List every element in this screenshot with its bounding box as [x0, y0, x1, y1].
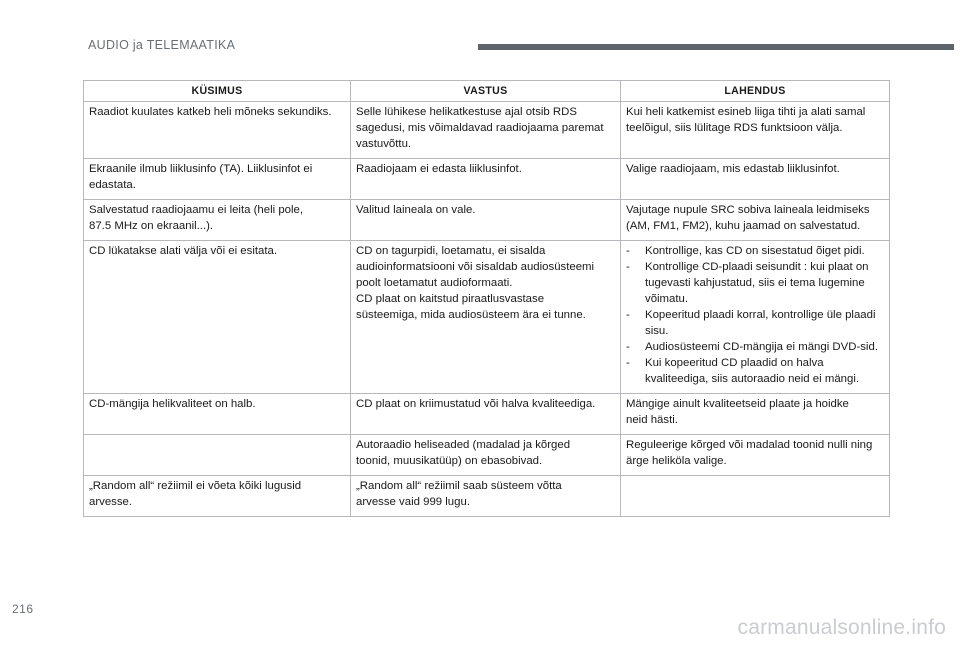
answer-cell [351, 476, 621, 517]
column-header-answer: VASTUS [351, 81, 621, 102]
answer-cell [351, 159, 621, 200]
answer-line: CD on tagurpidi, loetamatu, ei sisalda [356, 245, 546, 257]
solution-line: neid hästi. [626, 414, 678, 426]
answer-line: CD plaat on kriimustatud või halva kvaliteediga. [356, 398, 596, 410]
solution-cell [621, 435, 890, 476]
answer-line: Autoraadio heliseaded (madalad ja kõrged [356, 439, 571, 451]
answer-line: poolt loetamatut audioformaati. [356, 277, 513, 289]
solution-line: Vajutage nupule SRC sobiva laineala leidmiseks [626, 204, 870, 216]
solution-cell [621, 241, 890, 394]
answer-line: Selle lühikese helikatkestuse ajal otsib RDS [356, 106, 577, 118]
watermark: carmanualsonline.info [737, 616, 946, 639]
solution-line: Mängige ainult kvaliteetseid plaate ja hoidke [626, 398, 849, 410]
question-line: „Random all“ režiimil ei võeta kõiki lugusid [89, 480, 302, 492]
answer-line: toonid, muusikatüüp) on ebasobivad. [356, 455, 543, 467]
solution-cell [621, 102, 890, 159]
answer-cell [351, 200, 621, 241]
question-cell [84, 241, 351, 394]
troubleshooting-table [83, 80, 890, 517]
table-row [84, 394, 890, 435]
solution-list-item: - Kontrollige, kas CD on sisestatud õiget pidi. [626, 243, 884, 259]
question-line: Salvestatud raadiojaamu ei leita (heli pole, [89, 204, 304, 216]
solution-cell [621, 200, 890, 241]
solution-list-item: - Kui kopeeritud CD plaadid on halva kvaliteediga, siis autoraadio neid ei mängi. [626, 355, 884, 387]
solution-line: Kui heli katkemist esineb liiga tihti ja alati samal [626, 106, 866, 118]
solution-cell [621, 394, 890, 435]
question-cell [84, 102, 351, 159]
question-cell [84, 435, 351, 476]
question-cell [84, 200, 351, 241]
question-cell [84, 476, 351, 517]
table-row [84, 241, 890, 394]
solution-list [626, 243, 884, 387]
answer-cell [351, 435, 621, 476]
solution-cell [621, 476, 890, 517]
answer-line: vastuvõttu. [356, 138, 412, 150]
header-bar [478, 44, 954, 50]
solution-line: Valige raadiojaam, mis edastab liiklusinfot. [626, 163, 840, 175]
answer-cell [351, 102, 621, 159]
solution-list-item: - Kopeeritud plaadi korral, kontrollige üle plaadi sisu. [626, 307, 884, 339]
solution-cell [621, 159, 890, 200]
table-row [84, 435, 890, 476]
solution-line: ärge heliköla valige. [626, 455, 727, 467]
question-line: Ekraanile ilmub liiklusinfo (TA). Liiklusinfot ei [89, 163, 313, 175]
section-title: AUDIO ja TELEMAATIKA [88, 38, 236, 52]
answer-line: arvesse vaid 999 lugu. [356, 496, 470, 508]
solution-line: (AM, FM1, FM2), kuhu jaamad on salvestatud. [626, 220, 861, 232]
question-line: 87.5 MHz on ekraanil...). [89, 220, 214, 232]
question-line: CD lükatakse alati välja või ei esitata. [89, 245, 278, 257]
solution-line: teelõigul, siis lülitage RDS funktsioon välja. [626, 122, 843, 134]
question-line: arvesse. [89, 496, 133, 508]
table-row [84, 200, 890, 241]
solution-line: Reguleerige kõrged või madalad toonid nulli ning [626, 439, 873, 451]
answer-line: süsteemiga, mida audiosüsteem ära ei tunne. [356, 309, 586, 321]
answer-line: CD plaat on kaitstud piraatlusvastase [356, 293, 545, 305]
column-header-question: KÜSIMUS [84, 81, 351, 102]
answer-cell [351, 394, 621, 435]
table-header-row [84, 81, 890, 102]
answer-line: Raadiojaam ei edasta liiklusinfot. [356, 163, 522, 175]
question-cell [84, 394, 351, 435]
table-row [84, 476, 890, 517]
solution-list-item: - Audiosüsteemi CD-mängija ei mängi DVD-sid. [626, 339, 884, 355]
page-number: 216 [12, 602, 34, 616]
solution-list-item: - Kontrollige CD-plaadi seisundit : kui plaat on tugevasti kahjustatud, siis ei tema lugemine võimatu. [626, 259, 884, 307]
answer-line: Valitud laineala on vale. [356, 204, 476, 216]
question-line: CD-mängija helikvaliteet on halb. [89, 398, 256, 410]
answer-line: audioinformatsiooni või sisaldab audiosüsteemi [356, 261, 595, 273]
table-row [84, 159, 890, 200]
answer-cell [351, 241, 621, 394]
table-row [84, 102, 890, 159]
column-header-solution: LAHENDUS [621, 81, 890, 102]
question-line: edastata. [89, 179, 136, 191]
question-line: Raadiot kuulates katkeb heli mõneks sekundiks. [89, 106, 332, 118]
question-cell [84, 159, 351, 200]
answer-line: sagedusi, mis võimaldavad raadiojaama paremat [356, 122, 604, 134]
answer-line: „Random all“ režiimil saab süsteem võtta [356, 480, 562, 492]
